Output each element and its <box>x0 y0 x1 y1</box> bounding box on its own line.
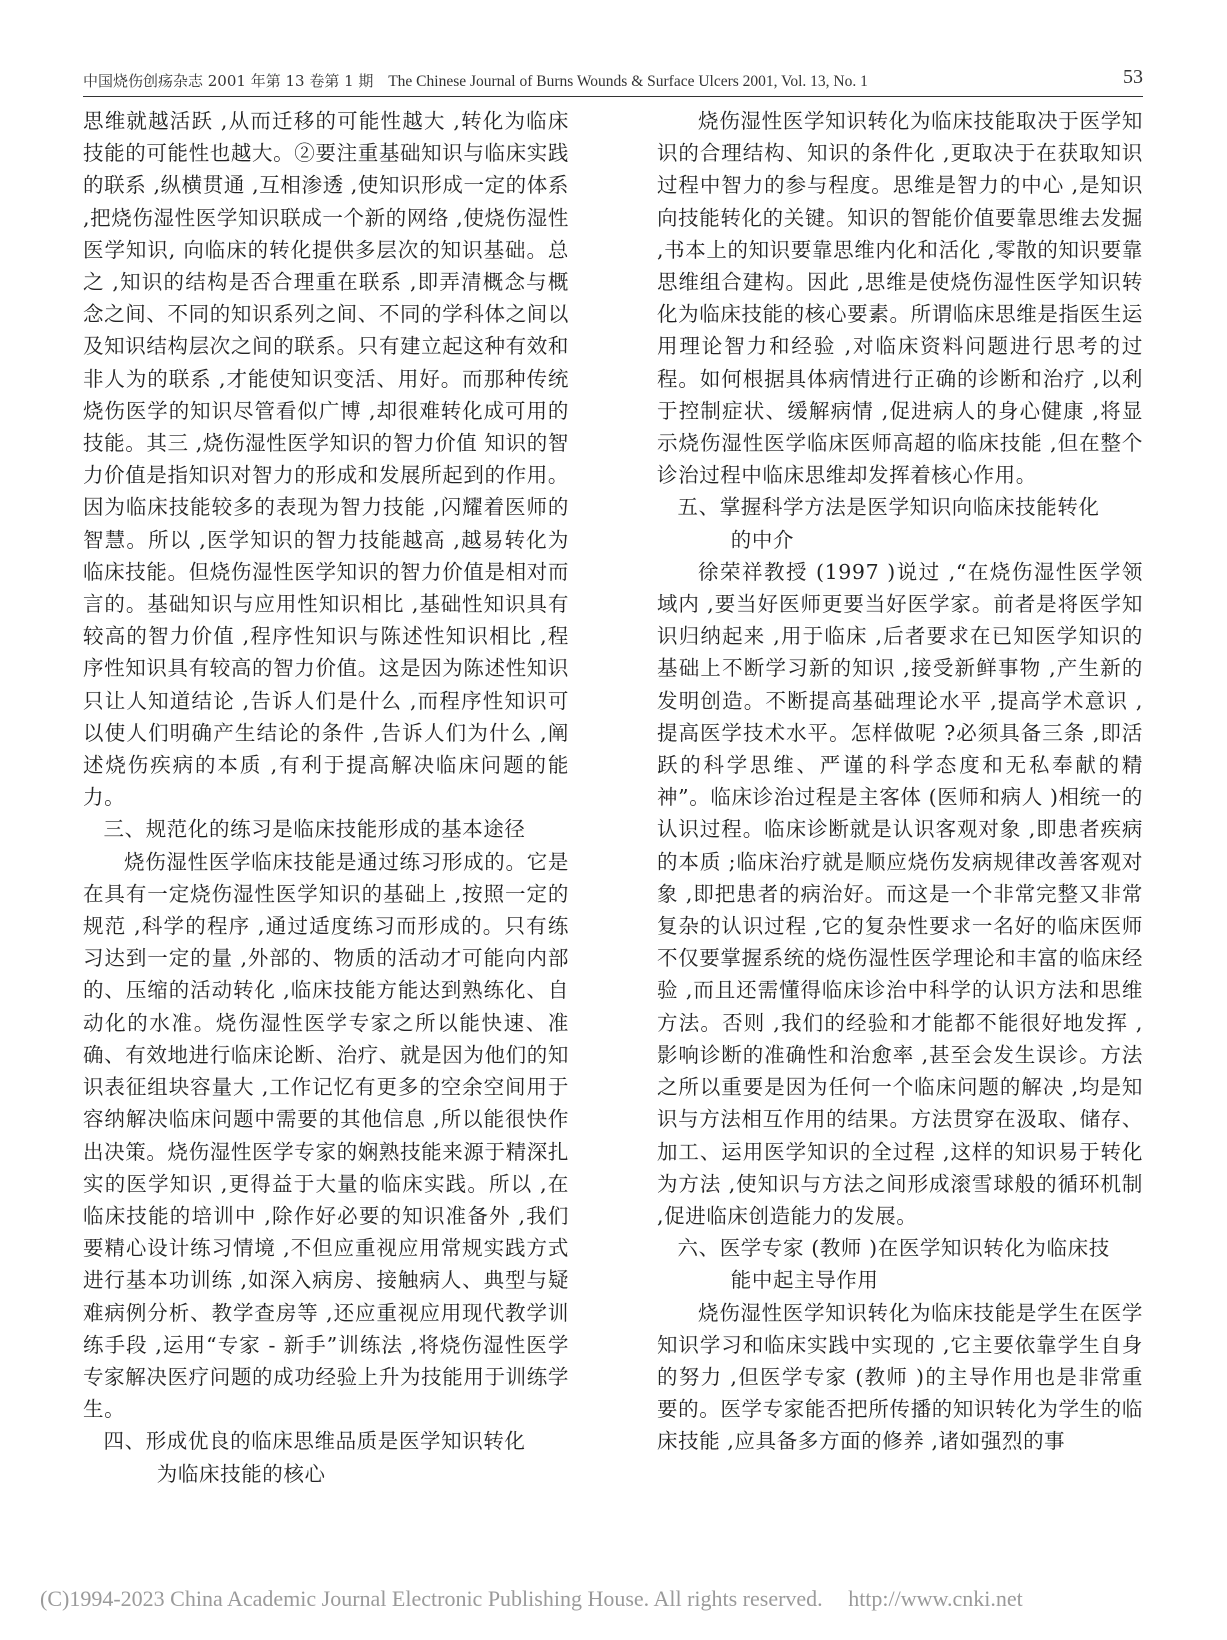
heading-line: 六、医学专家 (教师 )在医学知识转化为临床技 <box>677 1236 1110 1261</box>
heading-line: 五、掌握科学方法是医学知识向临床技能转化 <box>677 495 1100 520</box>
page-number: 53 <box>1123 66 1143 88</box>
journal-title-cn: 中国烧伤创疡杂志 2001 年第 13 卷第 1 期 <box>83 72 374 90</box>
section-heading-6 <box>657 1232 1143 1296</box>
running-header <box>83 66 1143 91</box>
paragraph: 烧伤湿性医学知识转化为临床技能是学生在医学知识学习和临床实践中实现的 ,它主要依靠学生自身的努力 ,但医学专家 (教师 )的主导作用也是非常重要的。医学专家能否把所传播的知识转化为学生的临床技能 ,应具备多方面的修养 ,诸如强烈的事 <box>657 1300 1143 1454</box>
copyright-text: (C)1994-2023 China Academic Journal Electronic Publishing House. All rights reserved. <box>40 1586 823 1611</box>
copyright-footer <box>40 1586 1190 1612</box>
section-heading-5 <box>657 491 1143 555</box>
paragraph: 徐荣祥教授 (1997 )说过 ,“在烧伤湿性医学领域内 ,要当好医师更要当好医学家。前者是将医学知识归纳起来 ,用于临床 ,后者要求在已知医学知识的基础上不断学习新的知识 ,接受新鲜事物 ,产生新的发明创造。不断提高基础理论水平 ,提高学术意识 ,提高医学技术水平。怎样做呢 ?必须具备三条 ,即活跃的科学思维、严谨的科学态度和无私奉献的精神”。临床诊治过程是主客体 (医师和病人 )相统一的认识过程。临床诊断就是认识客观对象 ,即患者疾病的本质 ;临床治疗就是顺应烧伤发病规律改善客观对象 ,即把患者的病治好。而这是一个非常完整又非常复杂的认识过程 ,它的复杂性要求一名好的临床医师不仅要掌握系统的烧伤湿性医学理论和丰富的临床经验 ,而且还需懂得临床诊治中科学的认识方法和思维方法。否则 ,我们的经验和才能都不能很好地发挥 ,影响诊断的准确性和治愈率 ,甚至会发生误诊。方法之所以重要是因为任何一个临床问题的解决 ,均是知识与方法相互作用的结果。方法贯穿在汲取、储存、加工、运用医学知识的全过程 ,这样的知识易于转化为方法 ,使知识与方法之间形成滚雪球般的循环机制 ,促进临床创造能力的发展。 <box>657 559 1143 1228</box>
journal-title-en: The Chinese Journal of Burns Wounds & Surface Ulcers 2001, Vol. 13, No. 1 <box>388 73 868 90</box>
heading-line: 能中起主导作用 <box>730 1268 879 1293</box>
heading-line: 为临床技能的核心 <box>156 1461 326 1486</box>
header-rule <box>83 96 1143 97</box>
paragraph: 烧伤湿性医学知识转化为临床技能取决于医学知识的合理结构、知识的条件化 ,更取决于在获取知识过程中智力的参与程度。思维是智力的中心 ,是知识向技能转化的关键。知识的智能价值要靠思维去发掘 ,书本上的知识要靠思维内化和活化 ,零散的知识要靠思维组合建构。因此 ,思维是使烧伤湿性医学知识转化为临床技能的核心要素。所谓临床思维是指医生运用理论智力和经验 ,对临床资料问题进行思考的过程。如何根据具体病情进行正确的诊断和治疗 ,以利于控制症状、缓解病情 ,促进病人的身心健康 ,将显示烧伤湿性医学临床医师高超的临床技能 ,但在整个诊治过程中临床思维却发挥着核心作用。 <box>657 109 1143 488</box>
right-column <box>657 105 1143 1458</box>
section-heading-4 <box>83 1425 569 1489</box>
heading-line: 四、形成优良的临床思维品质是医学知识转化 <box>103 1429 526 1454</box>
footer-url[interactable]: http://www.cnki.net <box>848 1586 1023 1611</box>
heading-line: 的中介 <box>730 527 795 552</box>
paragraph: 烧伤湿性医学临床技能是通过练习形成的。它是在具有一定烧伤湿性医学知识的基础上 ,按照一定的规范 ,科学的程序 ,通过适度练习而形成的。只有练习达到一定的量 ,外部的、物质的活动才可能向内部的、压缩的活动转化 ,临床技能方能达到熟练化、自动化的水准。烧伤湿性医学专家之所以能快速、准确、有效地进行临床论断、治疗、就是因为他们的知识表征组块容量大 ,工作记忆有更多的空余空间用于容纳解决临床问题中需要的其他信息 ,所以能很快作出决策。烧伤湿性医学专家的娴熟技能来源于精深扎实的医学知识 ,更得益于大量的临床实践。所以 ,在临床技能的培训中 ,除作好必要的知识准备外 ,我们要精心设计练习情境 ,不但应重视应用常规实践方式进行基本功训练 ,如深入病房、接触病人、典型与疑难病例分析、教学查房等 ,还应重视应用现代教学训练手段 ,运用“专家 - 新手”训练法 ,将烧伤湿性医学专家解决医疗问题的成功经验上升为技能用于训练学生。 <box>83 849 569 1422</box>
paragraph: 思维就越活跃 ,从而迁移的可能性越大 ,转化为临床技能的可能性也越大。②要注重基础知识与临床实践的联系 ,纵横贯通 ,互相渗透 ,使知识形成一定的体系 ,把烧伤湿性医学知识联成一个新的网络 ,使烧伤湿性医学知识, 向临床的转化提供多层次的知识基础。总之 ,知识的结构是否合理重在联系 ,即弄清概念与概念之间、不同的知识系列之间、不同的学科体之间以及知识结构层次之间的联系。只有建立起这种有效和非人为的联系 ,才能使知识变活、用好。而那种传统烧伤医学的知识尽管看似广博 ,却很难转化成可用的技能。其三 ,烧伤湿性医学知识的智力价值 知识的智力价值是指知识对智力的形成和发展所起到的作用。因为临床技能较多的表现为智力技能 ,闪耀着医师的智慧。所以 ,医学知识的智力技能越高 ,越易转化为临床技能。但烧伤湿性医学知识的智力价值是相对而言的。基础知识与应用性知识相比 ,基础性知识具有较高的智力价值 ,程序性知识与陈述性知识相比 ,程序性知识具有较高的智力价值。这是因为陈述性知识只让人知道结论 ,告诉人们是什么 ,而程序性知识可以使人们明确产生结论的条件 ,告诉人们为什么 ,阐述烧伤疾病的本质 ,有利于提高解决临床问题的能力。 <box>83 109 569 810</box>
section-heading-3: 三、规范化的练习是临床技能形成的基本途径 <box>103 817 526 842</box>
left-column <box>83 105 569 1490</box>
